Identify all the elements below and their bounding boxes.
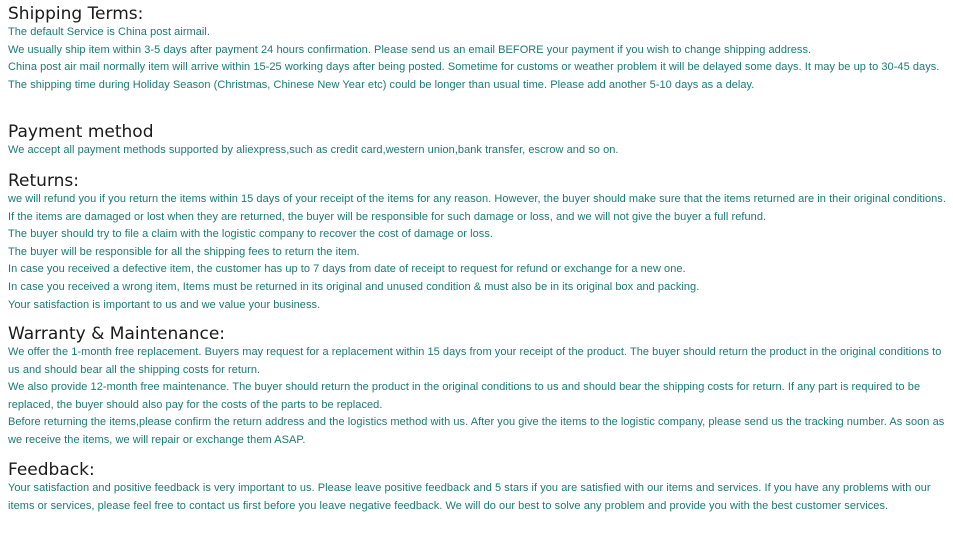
feedback-section [8,460,948,515]
returns-line-shipping-fees: The buyer will be responsible for all the shipping fees to return the item. [8,245,360,258]
payment-line-accepted-methods: We accept all payment methods supported by aliexpress,such as credit card,western union,bank transfer, escrow and so on. [8,144,619,156]
feedback-line-request: Your satisfaction and positive feedback is very important to us. Please leave positive feedback and 5 stars if you are satisfied with our items and services. If you have any problems with our items or services, please feel free to contact us first before you leave negative feedback. We will do our best to solve any problem and provide you with the best customer services. [8,482,931,512]
returns-section [8,171,948,314]
payment-method-section [8,122,948,160]
shipping-line-arrival-time: China post air mail normally item will arrive within 15-25 working days after being posted. Sometime for customs or weather problem it will be delayed some days. It may be up to 30-45 days. [8,61,940,74]
shipping-terms-heading: Shipping Terms: [8,4,144,24]
returns-line-wrong-item: In case you received a wrong item, Items must be returned in its original and unused condition & must also be in its original box and packing. [8,280,700,293]
returns-line-file-claim: The buyer should try to file a claim with the logistic company to recover the cost of damage or loss. [8,228,493,241]
returns-line-defective-item: In case you received a defective item, the customer has up to 7 days from date of receipt to request for refund or exchange for a new one. [8,263,686,276]
returns-heading: Returns: [8,171,79,191]
shipping-line-holiday-season: The shipping time during Holiday Season (Christmas, Chinese New Year etc) could be longer than usual time. Please add another 5-10 days as a delay. [8,78,755,91]
feedback-heading: Feedback: [8,460,95,480]
warranty-line-return-procedure: Before returning the items,please confirm the return address and the logistics method with us. After you give the items to the logistic company, please send us the tracking number. As soon as we receive the items, we will repair or exchange them ASAP. [8,416,945,446]
shipping-terms-section [8,4,948,94]
warranty-maintenance-section [8,324,948,450]
payment-method-heading: Payment method [8,122,154,142]
warranty-line-maintenance: We also provide 12-month free maintenance. The buyer should return the product in the original conditions to us and should bear the shipping costs for return. If any part is required to be replaced, the buyer should also pay for the costs of the parts to be replaced. [8,381,921,411]
returns-line-refund-policy: we will refund you if you return the items within 15 days of your receipt of the items for any reason. However, the buyer should make sure that the items returned are in their original conditions. If the items are damaged or lost when they are returned, the buyer will be responsible for such damage or loss, and we will not give the buyer a full refund. [8,193,946,223]
warranty-line-replacement: We offer the 1-month free replacement. Buyers may request for a replacement within 15 days from your receipt of the product. The buyer should return the product in the original conditions to us and should bear all the shipping costs for return. [8,346,942,376]
shipping-line-default-service: The default Service is China post airmail. [8,26,211,38]
shipping-line-ship-time: We usually ship item within 3-5 days after payment 24 hours confirmation. Please send us an email BEFORE your payment if you wish to change shipping address. [8,43,812,56]
returns-line-satisfaction: Your satisfaction is important to us and we value your business. [8,298,321,311]
warranty-maintenance-heading: Warranty & Maintenance: [8,324,226,344]
